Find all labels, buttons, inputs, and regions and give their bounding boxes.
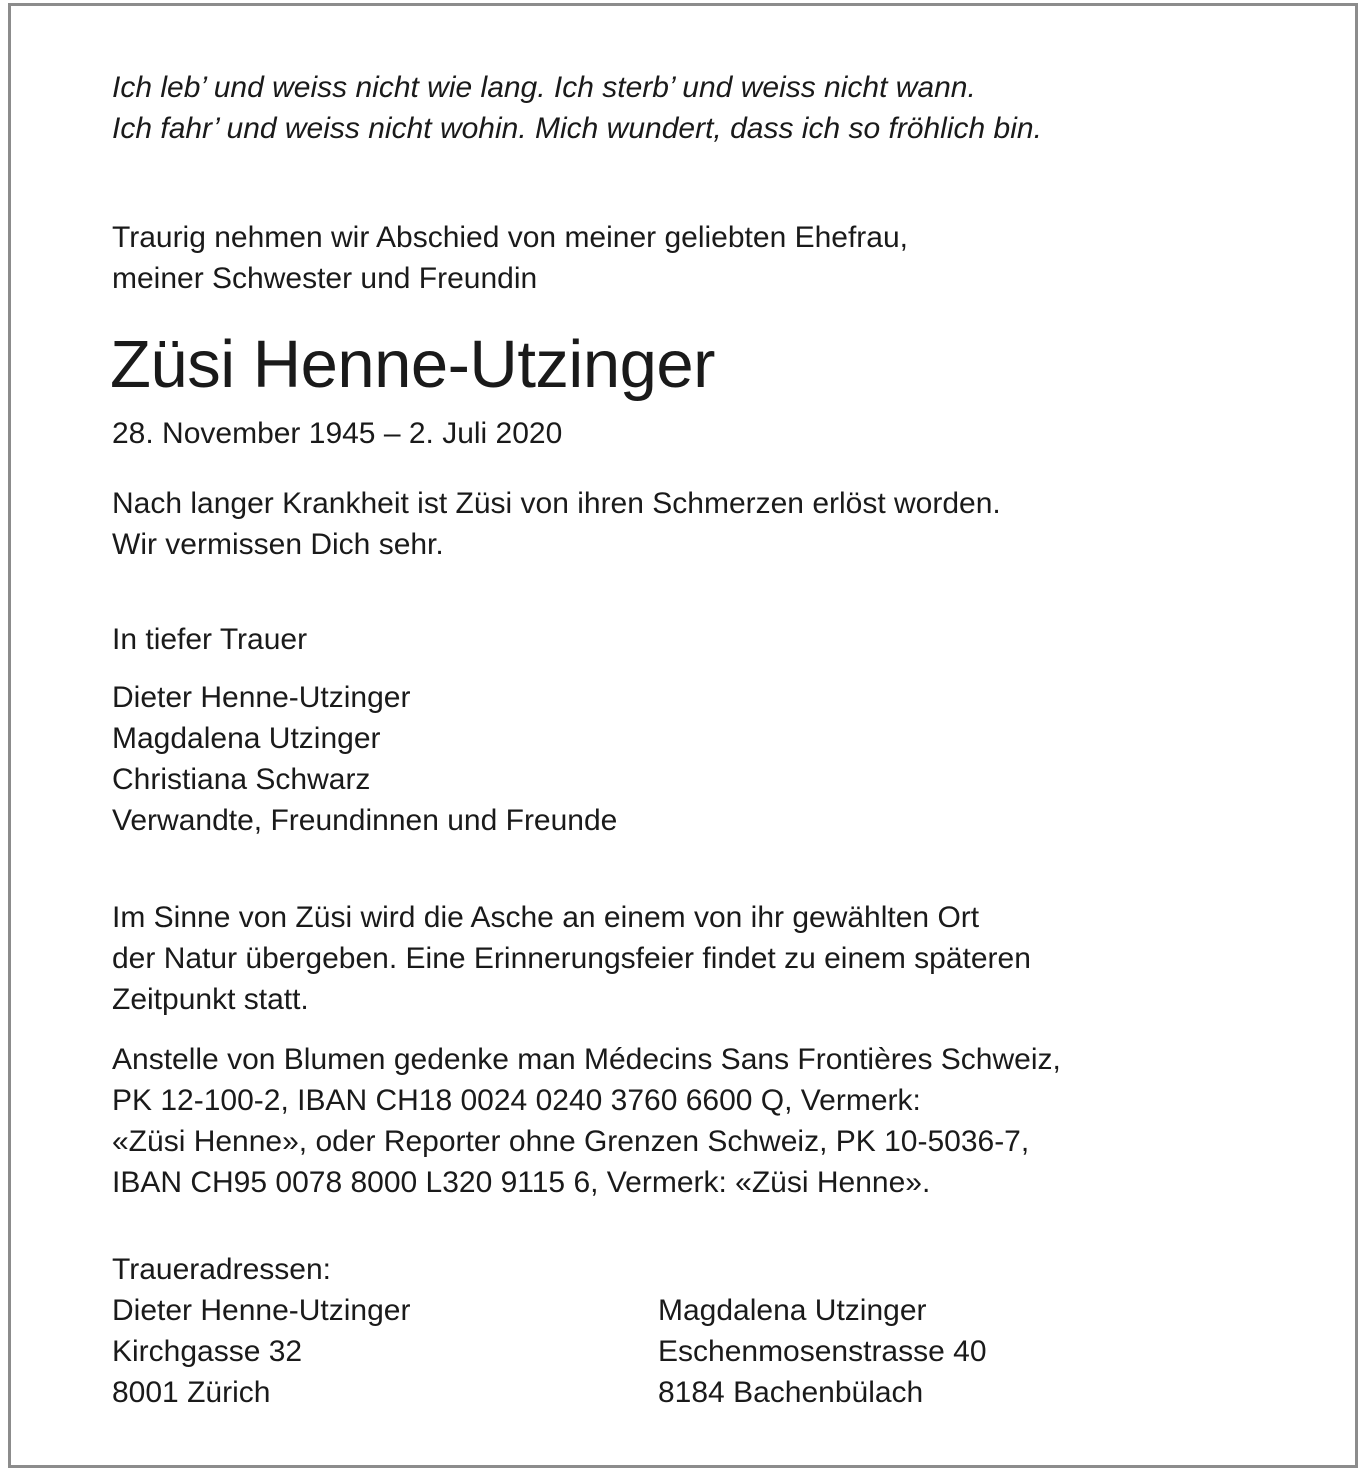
intro-line-1: Traurig nehmen wir Abschied von meiner geliebten Ehefrau, <box>112 221 908 254</box>
ceremony-line-2: der Natur übergeben. Eine Erinnerungsfeier findet zu einem späteren <box>112 942 1031 975</box>
address-name: Magdalena Utzinger <box>658 1294 927 1327</box>
message-line-2: Wir vermissen Dich sehr. <box>112 528 444 561</box>
mourner-name: Dieter Henne-Utzinger <box>112 681 411 714</box>
farewell-intro <box>112 217 908 299</box>
address-name: Dieter Henne-Utzinger <box>112 1294 411 1327</box>
address-city: 8001 Zürich <box>112 1376 271 1409</box>
mourner-name: Christiana Schwarz <box>112 763 371 796</box>
ceremony-line-1: Im Sinne von Züsi wird die Asche an einem von ihr gewählten Ort <box>112 901 980 934</box>
life-dates: 28. November 1945 – 2. Juli 2020 <box>112 417 563 450</box>
addresses-heading: Traueradressen: <box>112 1253 331 1286</box>
mourners-list <box>112 677 617 841</box>
ceremony-line-3: Zeitpunkt statt. <box>112 983 309 1016</box>
intro-line-2: meiner Schwester und Freundin <box>112 262 538 295</box>
deceased-name: Züsi Henne-Utzinger <box>110 327 715 402</box>
mourner-name: Magdalena Utzinger <box>112 722 381 755</box>
address-street: Eschenmosenstrasse 40 <box>658 1335 987 1368</box>
address-city: 8184 Bachenbülach <box>658 1376 924 1409</box>
donation-line-2: PK 12-100-2, IBAN CH18 0024 0240 3760 6600 Q, Vermerk: <box>112 1084 921 1117</box>
quote-line-1: Ich leb’ und weiss nicht wie lang. Ich sterb’ und weiss nicht wann. <box>112 71 976 104</box>
address-right <box>658 1290 987 1413</box>
message <box>112 483 1001 565</box>
mourners-heading: In tiefer Trauer <box>112 623 308 656</box>
message-line-1: Nach langer Krankheit ist Züsi von ihren Schmerzen erlöst worden. <box>112 487 1001 520</box>
donation-line-4: IBAN CH95 0078 8000 L320 9115 6, Vermerk: «Züsi Henne». <box>112 1166 931 1199</box>
donation-line-3: «Züsi Henne», oder Reporter ohne Grenzen Schweiz, PK 10-5036-7, <box>112 1125 1030 1158</box>
opening-quote <box>112 67 1042 149</box>
mourner-name: Verwandte, Freundinnen und Freunde <box>112 804 618 837</box>
address-street: Kirchgasse 32 <box>112 1335 303 1368</box>
address-left <box>112 1290 410 1413</box>
quote-line-2: Ich fahr’ und weiss nicht wohin. Mich wundert, dass ich so fröhlich bin. <box>112 112 1042 145</box>
donation-info <box>112 1039 1061 1203</box>
ceremony-info <box>112 897 1031 1020</box>
donation-line-1: Anstelle von Blumen gedenke man Médecins Sans Frontières Schweiz, <box>112 1043 1061 1076</box>
